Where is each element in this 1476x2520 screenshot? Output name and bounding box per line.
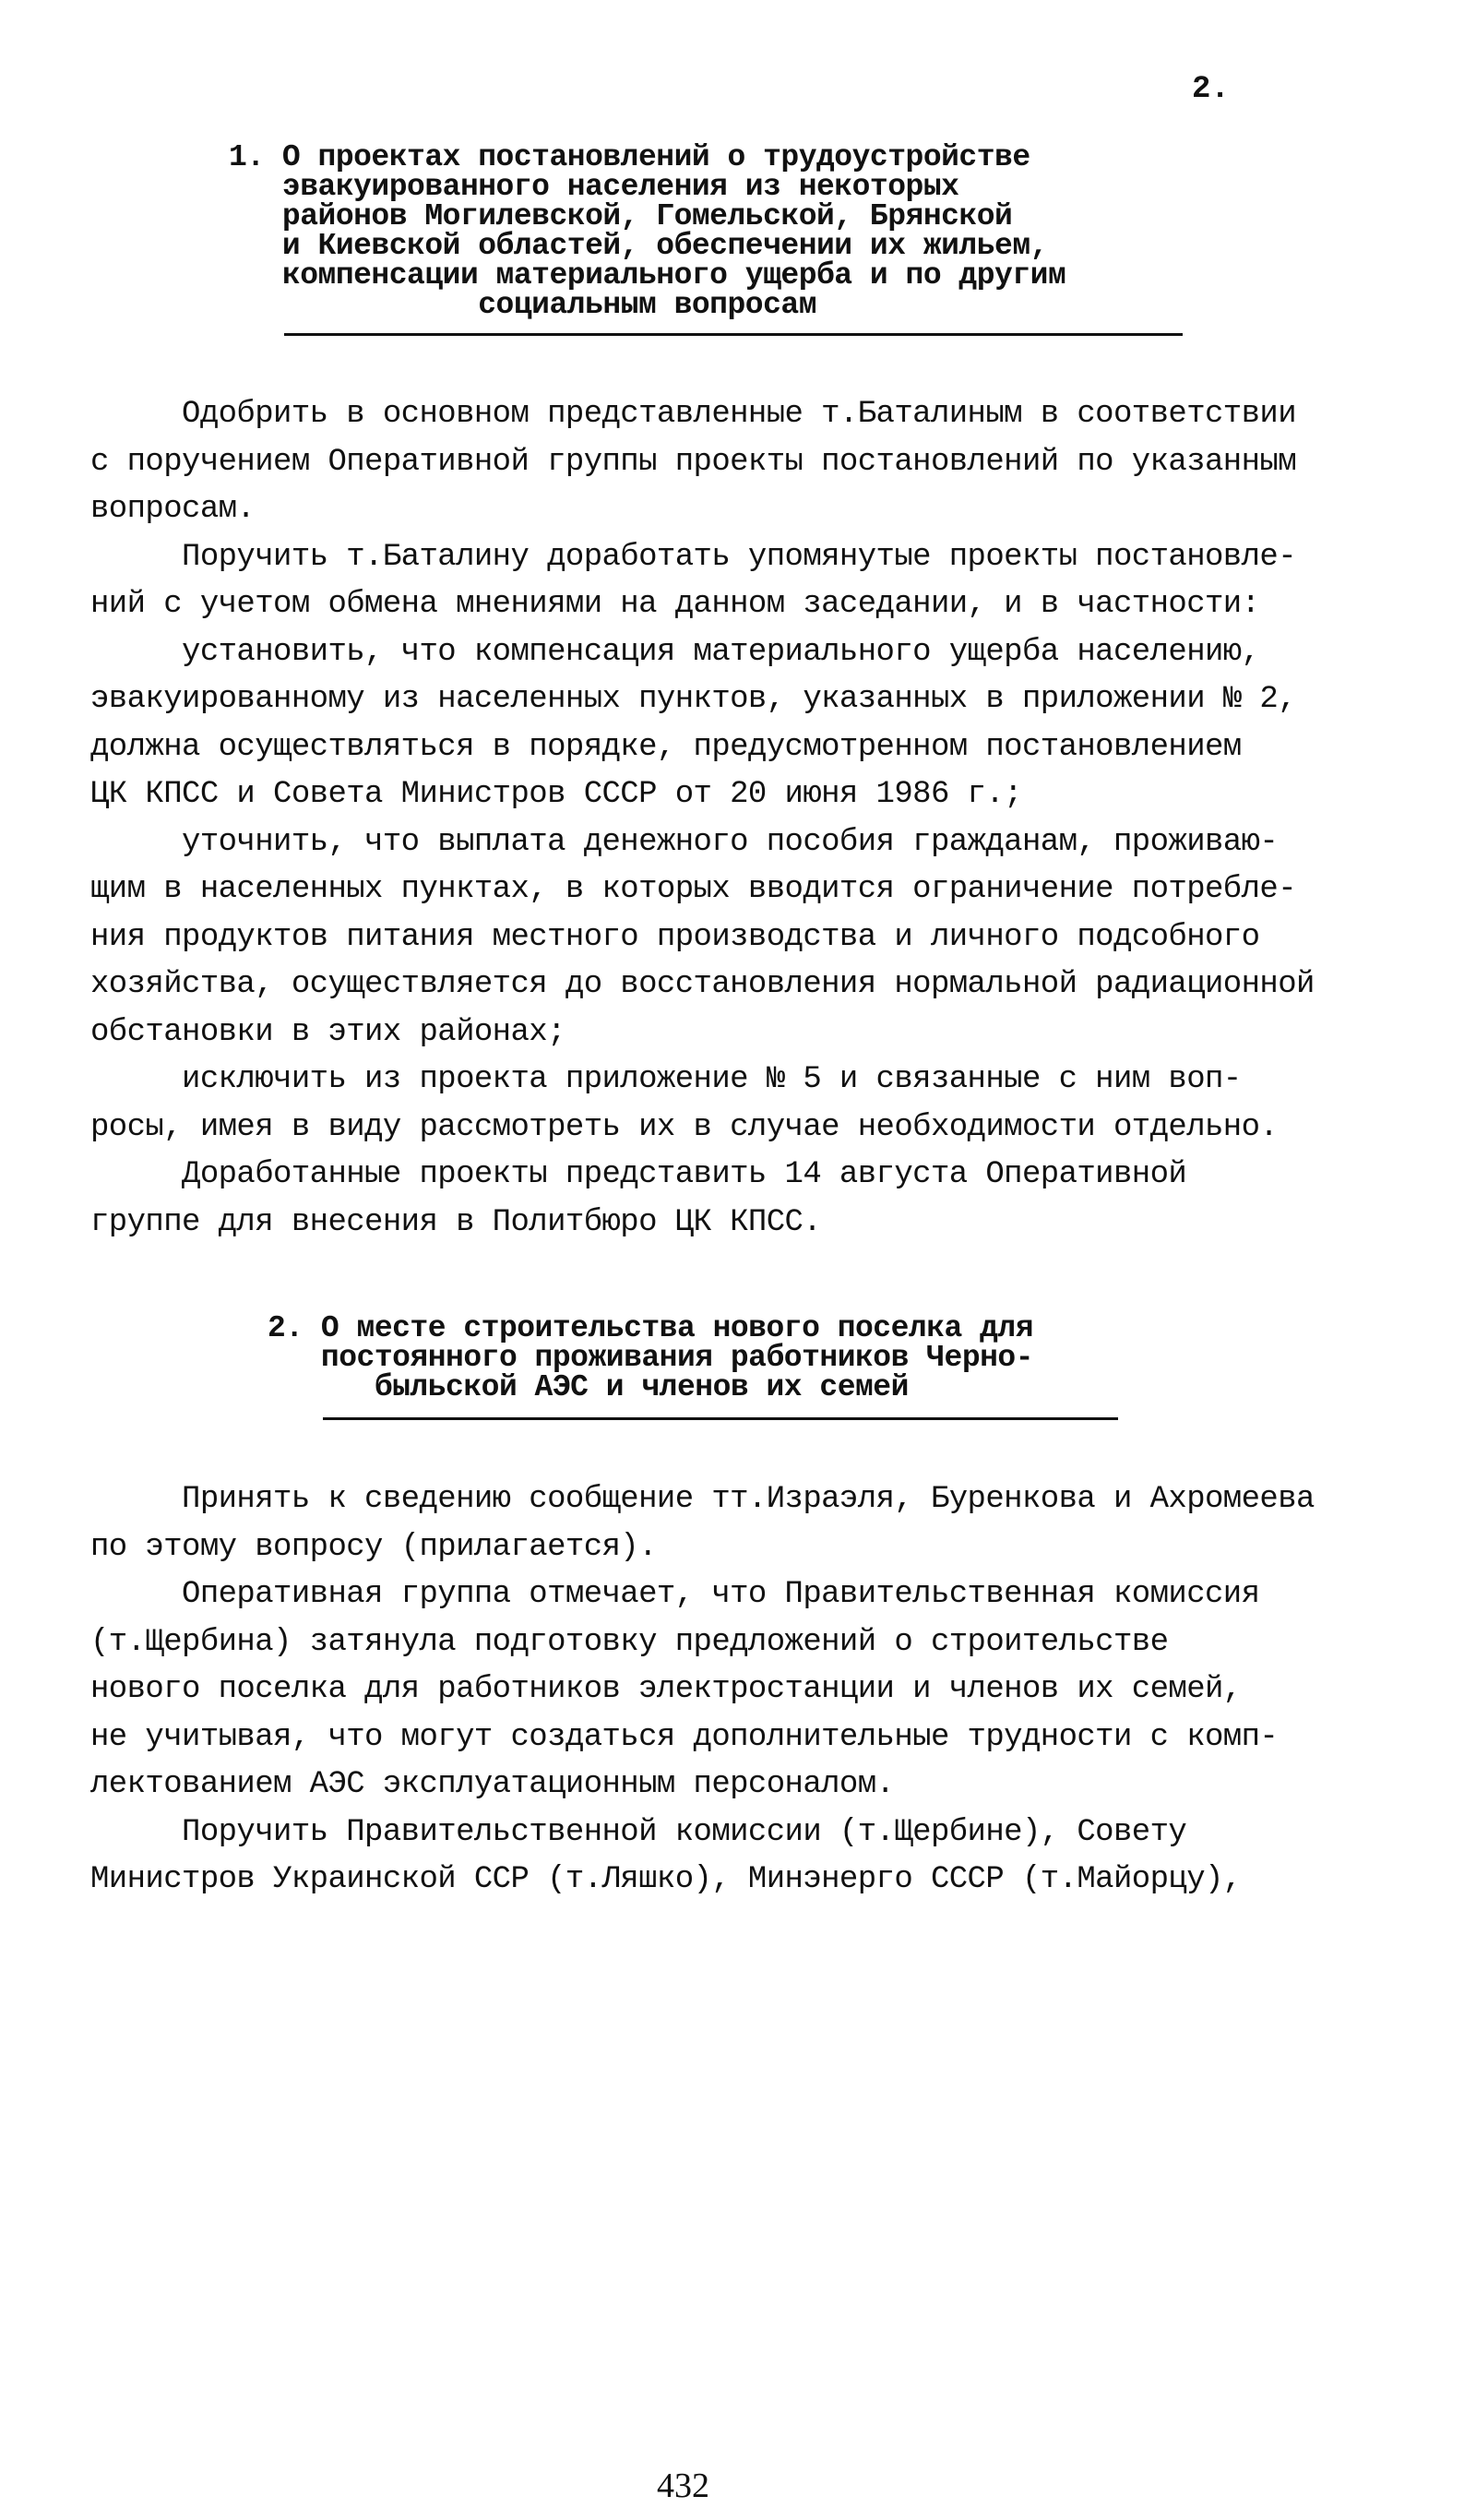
section-1-body-line: исключить из проекта приложение № 5 и связанные с ним воп- <box>90 1062 1242 1097</box>
section-2-heading-line: быльской АЭС и членов их семей <box>268 1370 909 1404</box>
section-1-body-line: ний с учетом обмена мнениями на данном заседании, и в частности: <box>90 587 1260 622</box>
section-1-heading-line: социальным вопросам <box>229 288 817 322</box>
section-1-heading-rule <box>284 333 1183 336</box>
section-1-body-line: Одобрить в основном представленные т.Баталиным в соответствии <box>90 397 1297 432</box>
section-1-heading <box>229 140 1066 322</box>
section-1-heading-line: районов Могилевской, Гомельской, Брянской <box>229 199 1013 233</box>
section-1-body-line: эвакуированному из населенных пунктов, указанных в приложении № 2, <box>90 682 1297 717</box>
section-1-body-line: росы, имея в виду рассмотреть их в случае необходимости отдельно. <box>90 1109 1279 1145</box>
section-1-body-line: ния продуктов питания местного производства и личного подсобного <box>90 919 1260 955</box>
section-1-body-line: группе для внесения в Политбюро ЦК КПСС. <box>90 1204 822 1240</box>
section-1-body-line: обстановки в этих районах; <box>90 1014 565 1050</box>
section-2-body-line: нового поселка для работников электростанции и членов их семей, <box>90 1672 1242 1707</box>
section-2-body-line: не учитывая, что могут создаться дополнительные трудности с комп- <box>90 1719 1279 1755</box>
section-1-body <box>90 391 1410 1247</box>
folio-number: 432 <box>657 2466 709 2505</box>
section-2-body-line: Министров Украинской ССР (т.Ляшко), Минэнерго СССР (т.Майорцу), <box>90 1862 1242 1897</box>
section-1-heading-line: эвакуированного населения из некоторых <box>229 170 959 204</box>
section-1-heading-line: компенсации материального ущерба и по другим <box>229 258 1066 293</box>
section-1-body-line: вопросам. <box>90 492 256 527</box>
section-1-heading-line: 1. О проектах постановлений о трудоустройстве <box>229 140 1030 174</box>
section-1-heading-line: и Киевской областей, обеспечении их жильем, <box>229 229 1048 263</box>
section-2-body-line: Поручить Правительственной комиссии (т.Щербине), Совету <box>90 1814 1187 1850</box>
section-1-body-line: должна осуществляться в порядке, предусмотренном постановлением <box>90 729 1242 765</box>
section-2-body-line: Принять к сведению сообщение тт.Израэля, Буренкова и Ахромеева <box>90 1482 1315 1517</box>
section-2-body-line: по этому вопросу (прилагается). <box>90 1529 657 1565</box>
section-2-heading-line: 2. О месте строительства нового поселка для <box>268 1311 1034 1345</box>
section-1-body-line: установить, что компенсация материального ущерба населению, <box>90 634 1260 670</box>
section-2-body <box>90 1476 1410 1905</box>
section-1-body-line: Поручить т.Баталину доработать упомянутые проекты постановле- <box>90 539 1297 575</box>
section-1-body-line: уточнить, что выплата денежного пособия гражданам, проживаю- <box>90 824 1279 860</box>
section-1-body-line: ЦК КПСС и Совета Министров СССР от 20 июня 1986 г.; <box>90 777 1022 812</box>
section-2-body-line: лектованием АЭС эксплуатационным персоналом. <box>90 1767 895 1802</box>
section-2-heading-line: постоянного проживания работников Черно- <box>268 1341 1034 1375</box>
section-2-heading <box>268 1311 1034 1404</box>
section-2-heading-rule <box>323 1417 1118 1420</box>
section-2-body-line: (т.Щербина) затянула подготовку предложений о строительстве <box>90 1624 1169 1660</box>
section-1-body-line: с поручением Оперативной группы проекты постановлений по указанным <box>90 444 1297 480</box>
page-number: 2. <box>1192 72 1230 107</box>
section-1-body-line: хозяйства, осуществляется до восстановления нормальной радиационной <box>90 967 1315 1002</box>
section-1-body-line: щим в населенных пунктах, в которых вводится ограничение потребле- <box>90 872 1297 907</box>
section-1-body-line: Доработанные проекты представить 14 августа Оперативной <box>90 1157 1187 1192</box>
section-2-body-line: Оперативная группа отмечает, что Правительственная комиссия <box>90 1577 1260 1612</box>
